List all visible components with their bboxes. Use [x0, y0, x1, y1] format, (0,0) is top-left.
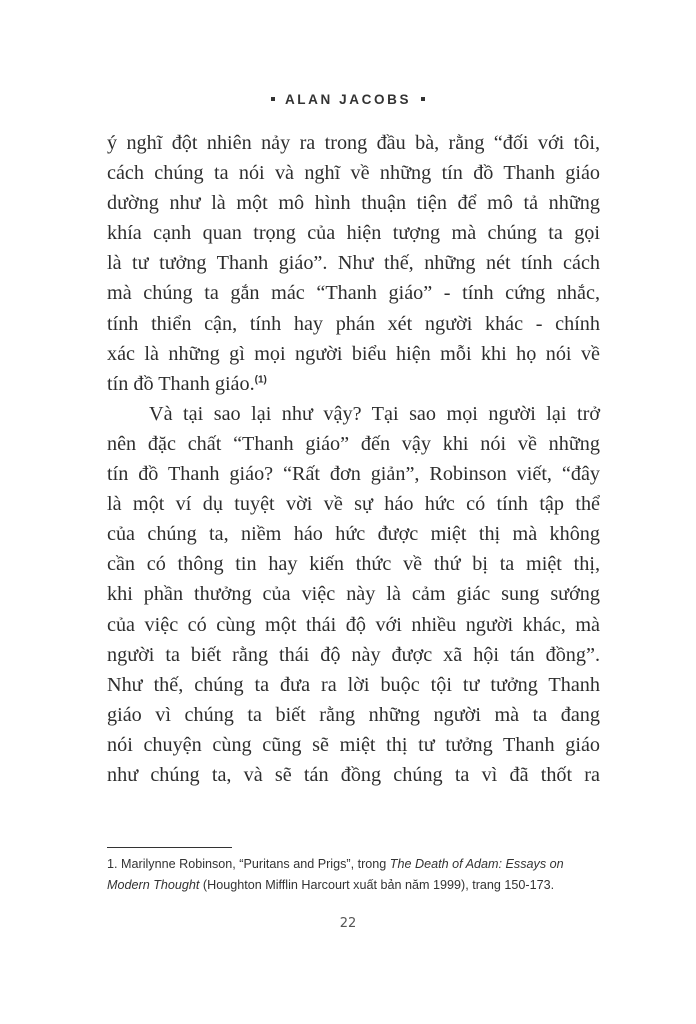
footnote-book-title: The Death of Adam: Essays on — [389, 857, 564, 871]
text-line: mà chúng ta gắn mác “Thanh giáo” - tính cứng nhắc, — [107, 282, 600, 305]
footnote-book-title: Modern Thought — [107, 877, 200, 892]
text-line: xác là những gì mọi người biểu hiện mỗi khi họ nói về — [107, 342, 600, 365]
text-line: ý nghĩ đột nhiên nảy ra trong đầu bà, rằng “đối với tôi, — [107, 132, 600, 154]
text-line: khía cạnh quan trọng của hiện tượng mà chúng ta gọi — [107, 222, 600, 245]
text-line: Và tại sao lại như vậy? Tại sao mọi người lại trở — [149, 402, 600, 425]
text-line: nói chuyện cùng cũng sẽ miệt thị tư tưởng Thanh giáo — [107, 733, 600, 756]
text-line: của chúng ta, niềm háo hức được miệt thị mà không — [107, 523, 600, 546]
text-line: tính thiển cận, tính hay phán xét người khác - chính — [107, 312, 600, 335]
header-author: ALAN JACOBS — [284, 92, 412, 107]
text-line: là tư tưởng Thanh giáo”. Như thế, những nét tính cách — [107, 252, 600, 275]
text-line: khi phần thưởng của việc này là cảm giác sung sướng — [107, 583, 600, 606]
footnote — [107, 854, 607, 895]
text-line: cần có thông tin hay kiến thức về thứ bị ta miệt thị, — [107, 553, 600, 576]
text-line: là một ví dụ tuyệt vời về sự háo hức có tính tập thể — [107, 493, 600, 516]
text-line: người ta biết rằng thái độ này được xã hội tán đồng”. — [107, 643, 600, 666]
footnote-reference: (1) — [254, 374, 267, 386]
footnote-text: (Houghton Mifflin Harcourt xuất bản năm 1999), trang 150-173. — [199, 877, 555, 892]
footnote-text: 1. Marilynne Robinson, “Puritans and Prigs”, trong — [107, 857, 390, 871]
text-line: tín đồ Thanh giáo? “Rất đơn giản”, Robinson viết, “đây — [107, 463, 600, 486]
text-line: của việc có cùng một thái độ với nhiều người khác, mà — [107, 613, 600, 636]
footnote-divider — [107, 847, 232, 848]
footnote-line — [107, 875, 607, 896]
text-line: Như thế, chúng ta đưa ra lời buộc tội tư tưởng Thanh — [107, 673, 600, 696]
body-text — [107, 128, 600, 790]
running-header — [0, 92, 696, 107]
header-bullet-right — [421, 97, 425, 101]
header-bullet-left — [271, 97, 275, 101]
text-line-content: tín đồ Thanh giáo. — [107, 372, 255, 395]
text-line: như chúng ta, và sẽ tán đồng chúng ta vì đã thốt ra — [107, 763, 600, 786]
text-line: giáo vì chúng ta biết rằng những người mà ta đang — [107, 703, 600, 726]
text-line: dường như là một mô hình thuận tiện để mô tả những — [107, 192, 600, 215]
text-line: nên đặc chất “Thanh giáo” đến vậy khi nói về những — [107, 432, 600, 455]
text-line: cách chúng ta nói và nghĩ về những tín đồ Thanh giáo — [107, 162, 600, 185]
footnote-line — [107, 854, 607, 875]
text-line — [107, 369, 600, 399]
page-number: 22 — [339, 916, 357, 931]
